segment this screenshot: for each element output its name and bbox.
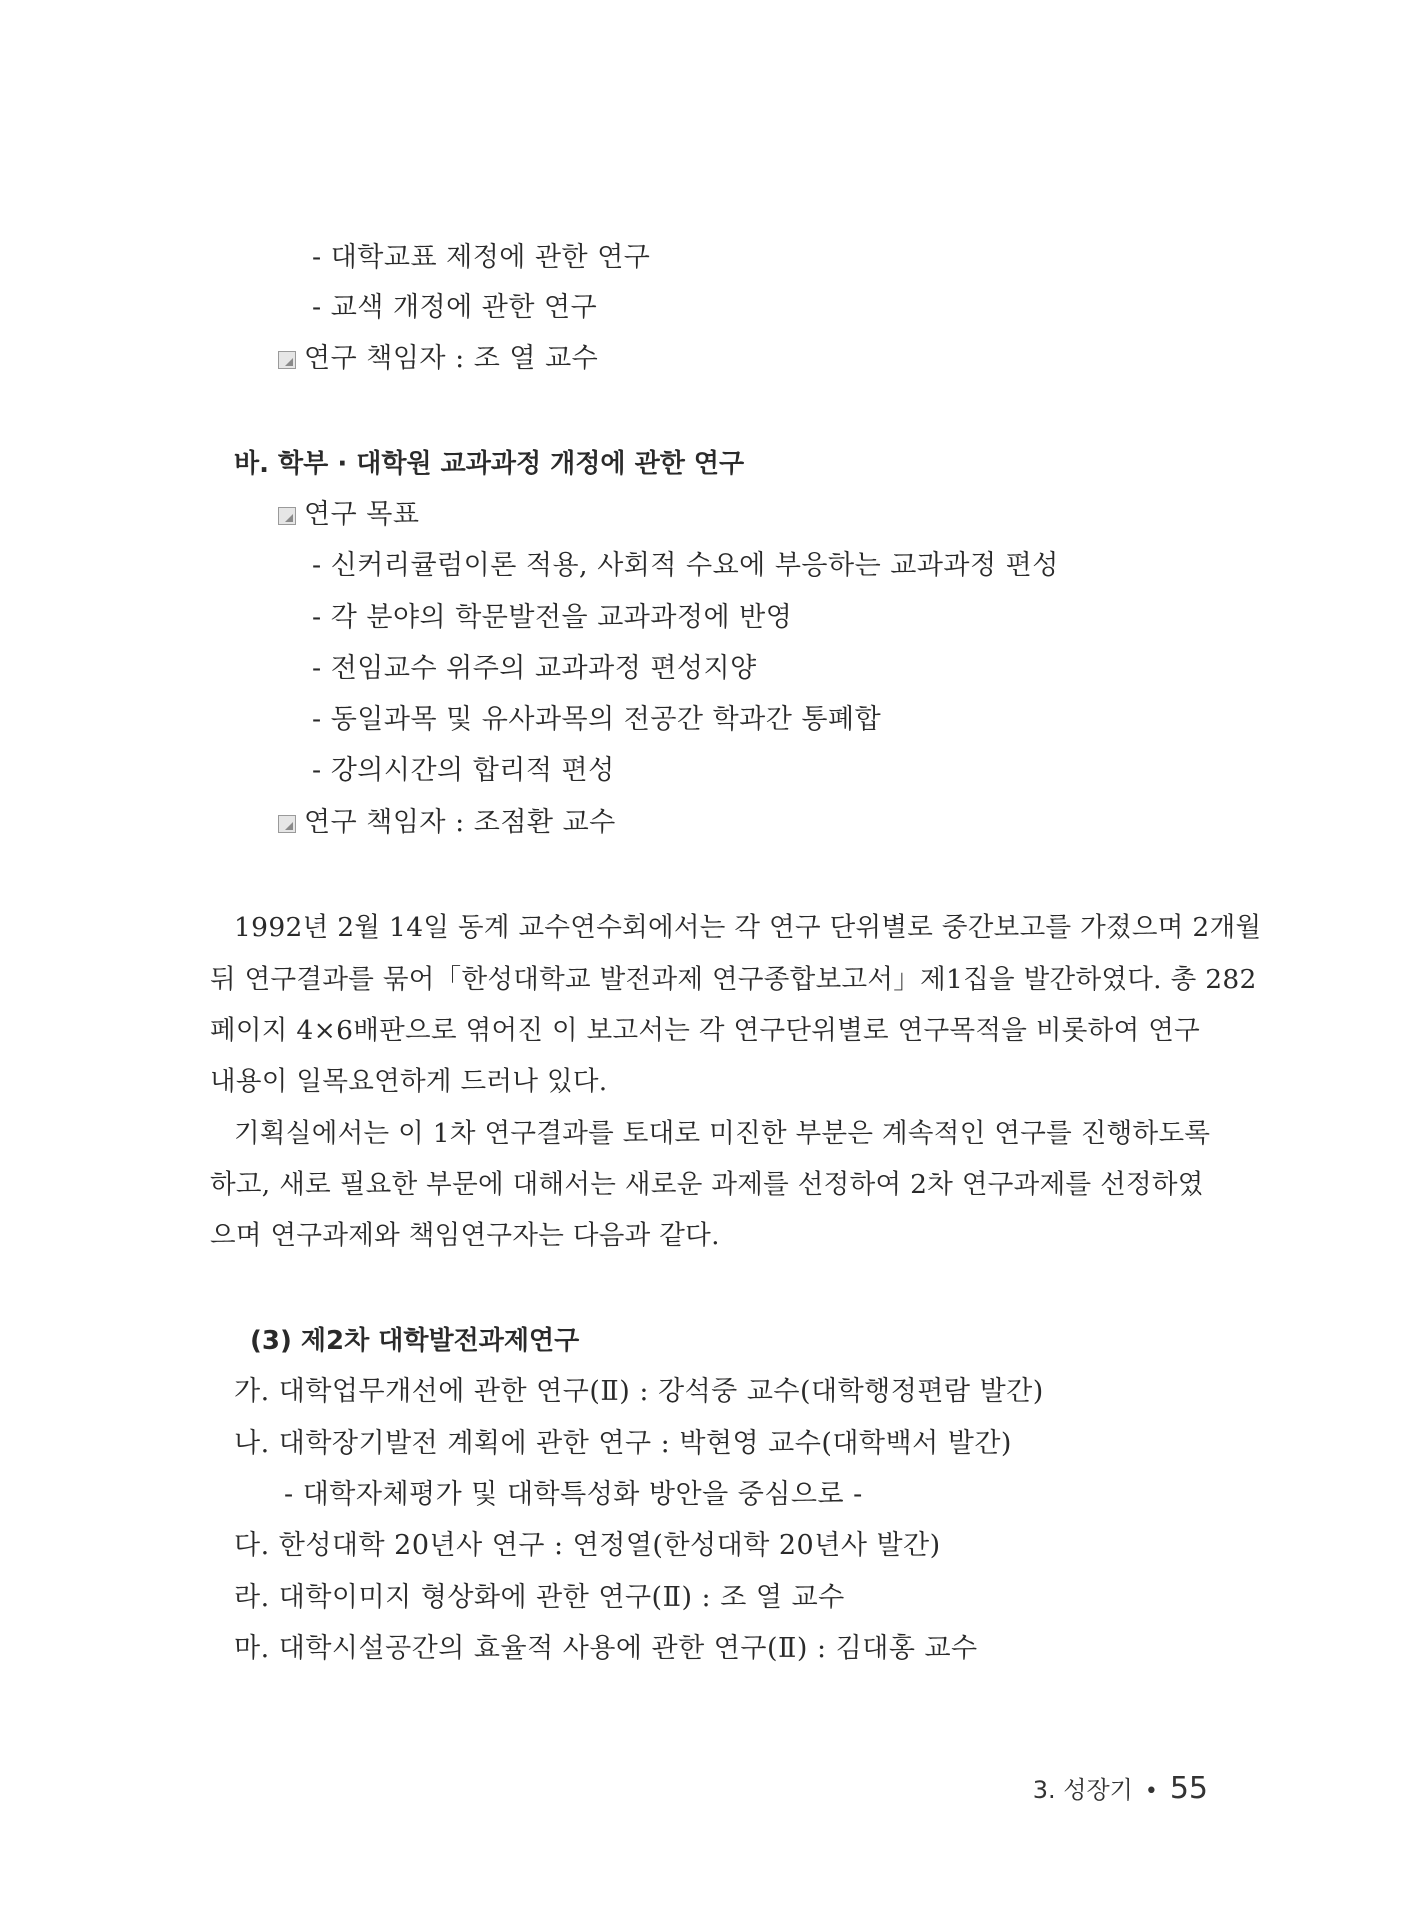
page-footer (1033, 1770, 1208, 1806)
list-item: - 대학교표 제정에 관한 연구 (312, 242, 651, 273)
page-number: 55 (1169, 1771, 1208, 1806)
list-item: - 동일과목 및 유사과목의 전공간 학과간 통폐합 (312, 704, 882, 735)
footer-bullet-icon: • (1144, 1779, 1158, 1804)
bullet-text: 연구 책임자 : 조점환 교수 (304, 807, 616, 838)
list-item: - 대학자체평가 및 대학특성화 방안을 중심으로 - (284, 1479, 863, 1510)
paragraph-line: 뒤 연구결과를 묶어「한성대학교 발전과제 연구종합보고서」제1집을 발간하였다. 총 282 (210, 964, 1257, 995)
square-bullet-icon (278, 507, 296, 525)
list-item: 다. 한성대학 20년사 연구 : 연정열(한성대학 20년사 발간) (234, 1530, 941, 1561)
list-item: 나. 대학장기발전 계획에 관한 연구 : 박현영 교수(대학백서 발간) (234, 1428, 1012, 1459)
list-item: - 각 분야의 학문발전을 교과과정에 반영 (312, 602, 793, 633)
bullet-item (278, 805, 616, 841)
list-item: - 신커리큘럼이론 적용, 사회적 수요에 부응하는 교과과정 편성 (312, 550, 1059, 581)
paragraph-line: 내용이 일목요연하게 드러나 있다. (210, 1066, 608, 1097)
paragraph-line: 하고, 새로 필요한 부문에 대해서는 새로운 과제를 선정하여 2차 연구과제를 선정하였 (210, 1169, 1204, 1200)
paragraph-line: 페이지 4×6배판으로 엮어진 이 보고서는 각 연구단위별로 연구목적을 비롯하여 연구 (210, 1015, 1201, 1046)
square-bullet-icon (278, 815, 296, 833)
paragraph-line: 1992년 2월 14일 동계 교수연수회에서는 각 연구 단위별로 중간보고를 가졌으며 2개월 (234, 912, 1262, 943)
list-item: - 강의시간의 합리적 편성 (312, 755, 615, 786)
bullet-text: 연구 책임자 : 조 열 교수 (304, 343, 599, 374)
paragraph-line: 기획실에서는 이 1차 연구결과를 토대로 미진한 부분은 계속적인 연구를 진행하도록 (234, 1118, 1211, 1149)
chapter-title: 3. 성장기 (1032, 1776, 1133, 1804)
list-item: 마. 대학시설공간의 효율적 사용에 관한 연구(Ⅱ) : 김대홍 교수 (234, 1633, 978, 1664)
list-item: - 전임교수 위주의 교과과정 편성지양 (312, 653, 757, 684)
list-item: - 교색 개정에 관한 연구 (312, 292, 598, 323)
list-item: 라. 대학이미지 형상화에 관한 연구(Ⅱ) : 조 열 교수 (234, 1582, 845, 1613)
section-heading: 바. 학부 · 대학원 교과과정 개정에 관한 연구 (234, 449, 745, 479)
bullet-item (278, 341, 598, 377)
square-bullet-icon (278, 351, 296, 369)
paragraph-line: 으며 연구과제와 책임연구자는 다음과 같다. (210, 1220, 720, 1251)
subsection-heading: (3) 제2차 대학발전과제연구 (250, 1326, 580, 1356)
bullet-text: 연구 목표 (304, 499, 420, 530)
bullet-item (278, 497, 419, 533)
list-item: 가. 대학업무개선에 관한 연구(Ⅱ) : 강석중 교수(대학행정편람 발간) (234, 1376, 1044, 1407)
